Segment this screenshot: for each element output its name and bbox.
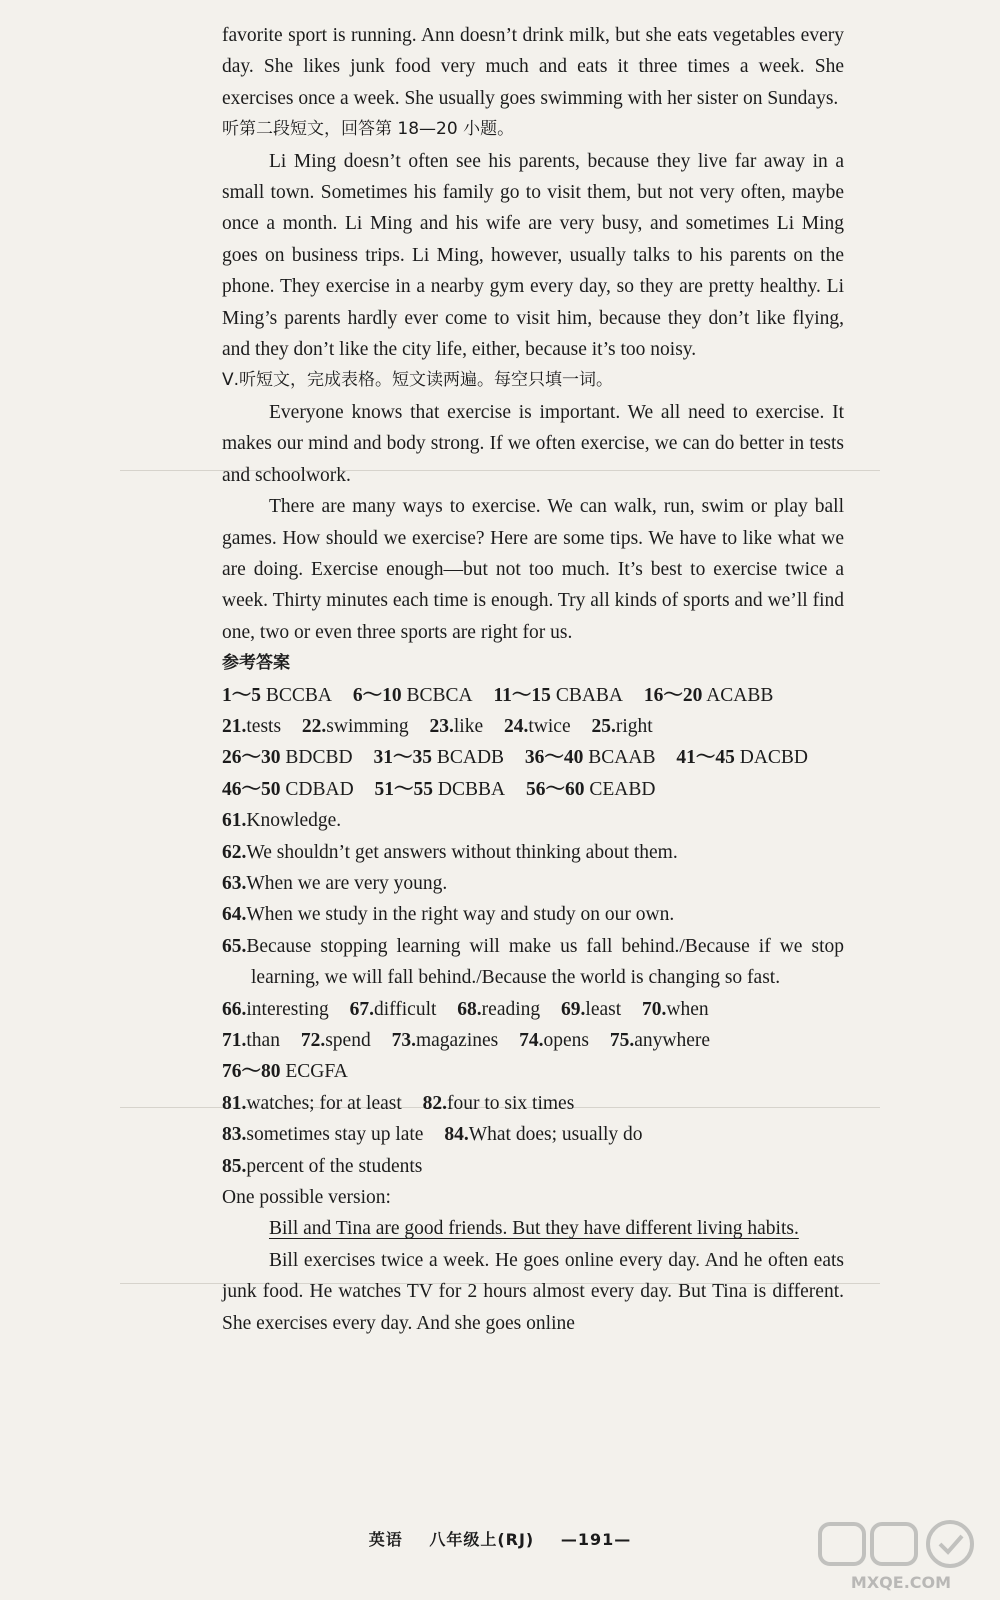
answer-number: 74. <box>519 1030 544 1051</box>
answer-value: tests <box>246 715 282 737</box>
answer-key-heading: 参考答案 <box>222 653 290 674</box>
answer-number: 26～30 <box>222 747 281 769</box>
answer-value: opens <box>543 1030 589 1051</box>
answer-number: 84. <box>444 1124 469 1146</box>
answer-row <box>222 994 844 1025</box>
answer-number: 65. <box>222 935 247 957</box>
answer-value: CDBAD <box>285 778 354 800</box>
answer-62 <box>222 837 844 868</box>
answer-value: than <box>246 1030 280 1051</box>
answer-value: DCBBA <box>437 778 506 800</box>
answer-value: DACBD <box>739 747 809 769</box>
footer-page-number: —191— <box>560 1530 632 1549</box>
answer-value: ECGFA <box>285 1061 348 1083</box>
answer-value: anywhere <box>634 1030 711 1051</box>
answer-number: 46～50 <box>222 778 281 800</box>
answer-value: four to six times <box>447 1092 575 1114</box>
answer-number: 51～55 <box>374 778 434 800</box>
answer-row <box>222 1151 844 1182</box>
answer-number: 67. <box>349 998 374 1020</box>
answer-value: least <box>585 998 622 1020</box>
answer-61 <box>222 805 844 836</box>
answer-number: 66. <box>222 998 247 1020</box>
answer-value: BCADB <box>436 747 505 769</box>
answer-number: 75. <box>609 1030 635 1051</box>
answer-value: BCBCA <box>406 684 473 706</box>
answer-value: Because stopping learning will make us fall behind./Because if we stop learning, we will fall behind./Because the world is changing so fast. <box>246 935 844 989</box>
answer-number: 25. <box>591 715 616 737</box>
answer-number: 24. <box>504 715 529 737</box>
answer-number: 36～40 <box>524 747 584 769</box>
answer-row <box>222 711 844 742</box>
watermark-text: MXQE.COM <box>850 1573 952 1592</box>
essay-topic-sentence: Bill and Tina are good friends. But they have different living habits. <box>269 1218 799 1240</box>
answer-value: difficult <box>373 998 437 1020</box>
answer-value: sometimes stay up late <box>246 1124 424 1146</box>
answer-value: CBABA <box>555 684 623 706</box>
answer-value: percent of the students <box>246 1155 423 1177</box>
answer-number: 23. <box>429 715 454 737</box>
answer-number: 16～20 <box>643 684 703 706</box>
answer-value: BCCBA <box>265 684 332 706</box>
answer-number: 82. <box>422 1092 448 1114</box>
answer-64 <box>222 899 844 930</box>
answer-value: when <box>666 998 709 1020</box>
answer-number: 11～15 <box>493 684 551 706</box>
answer-number: 31～35 <box>373 747 432 769</box>
answer-number: 85. <box>222 1155 247 1177</box>
essay-first-paragraph <box>222 1213 844 1244</box>
answer-value: like <box>453 715 484 737</box>
listening-passage-2: Li Ming doesn’t often see his parents, because they live far away in a small town. Sometimes his family go to visit them, but not very often, maybe once a month. Li Ming and his wife are very busy, and sometimes Li Ming goes on business trips. Li Ming, however, usually talks to his parents on the phone. They exercise in a nearby gym every day, so they are pretty healthy. Li Ming’s parents hardly ever come to visit him, because they don’t like flying, and they don’t like the city life, either, because it’s too noisy. <box>222 150 844 361</box>
answer-number: 69. <box>561 998 586 1020</box>
answer-rows-2 <box>222 994 844 1182</box>
answer-number: 71. <box>222 1030 247 1051</box>
answer-number: 63. <box>222 872 247 894</box>
answer-number: 21. <box>222 715 247 737</box>
answer-number: 73. <box>391 1030 416 1051</box>
answer-number: 41～45 <box>676 747 735 769</box>
answer-row <box>222 742 844 773</box>
answer-63 <box>222 868 844 899</box>
listening-passage-3-p1: Everyone knows that exercise is important. We all need to exercise. It makes our mind and body strong. If we often exercise, we can do better in tests and schoolwork. <box>222 401 844 486</box>
answer-value: swimming <box>326 715 409 737</box>
answer-row <box>222 1025 844 1056</box>
answer-number: 70. <box>642 998 667 1020</box>
answer-value: watches; for at least <box>246 1092 402 1114</box>
answer-value: reading <box>481 998 541 1020</box>
answer-row <box>222 774 844 805</box>
answer-number: 61. <box>222 810 247 832</box>
listening-passage-3-p2: There are many ways to exercise. We can walk, run, swim or play ball games. How should we exercise? Here are some tips. We have to like what we are doing. Exercise enough—but not too much. It’s best to exercise twice a week. Thirty minutes each time is enough. Try all kinds of sports and we’ll find one, two or even three sports are right for us. <box>222 496 844 643</box>
answer-value: twice <box>528 715 571 737</box>
essay-version-label: One possible version: <box>222 1187 391 1209</box>
answer-value: ACABB <box>706 684 774 706</box>
answer-65 <box>222 931 844 994</box>
answer-number: 72. <box>300 1030 326 1051</box>
answer-row <box>222 1056 844 1087</box>
section-heading-part-5: Ⅴ.听短文，完成表格。短文读两遍。每空只填一词。 <box>222 370 614 391</box>
answer-number: 22. <box>301 715 327 737</box>
footer-subject: 英语 <box>368 1530 403 1549</box>
answer-row <box>222 1088 844 1119</box>
answer-number: 1～5 <box>222 684 262 706</box>
essay-second-paragraph: Bill exercises twice a week. He goes online every day. And he often eats junk food. He watches TV for 2 hours almost every day. But Tina is different. She exercises every day. And she goes online <box>222 1249 844 1334</box>
answer-value: We shouldn’t get answers without thinking about them. <box>246 841 678 863</box>
answer-number: 6～10 <box>352 684 402 706</box>
answer-value: When we study in the right way and study on our own. <box>246 904 675 926</box>
answer-number: 83. <box>222 1124 247 1146</box>
watermark-graphic <box>816 1516 986 1572</box>
answer-row <box>222 1119 844 1150</box>
answer-rows-1 <box>222 680 844 806</box>
section-heading-passage-2: 听第二段短文，回答第 18—20 小题。 <box>222 119 515 140</box>
answer-value: BDCBD <box>285 747 353 769</box>
answer-number: 64. <box>222 904 247 926</box>
answer-value: Knowledge. <box>246 810 342 832</box>
watermark-logo <box>816 1516 986 1592</box>
answer-number: 56～60 <box>525 778 585 800</box>
answer-value: CEABD <box>589 778 656 800</box>
answer-number: 81. <box>222 1092 247 1114</box>
answer-value: When we are very young. <box>246 872 448 894</box>
answer-number: 68. <box>457 998 482 1020</box>
answer-number: 76～80 <box>222 1061 281 1083</box>
answer-value: What does; usually do <box>468 1124 643 1146</box>
answer-value: BCAAB <box>588 747 656 769</box>
listening-passage-1-end: favorite sport is running. Ann doesn’t drink milk, but she eats vegetables every day. She likes junk food very much and eats it three times a week. She exercises once a week. She usually goes swimming with her sister on Sundays. <box>222 25 844 109</box>
document-body <box>222 20 844 1339</box>
answer-number: 62. <box>222 841 247 863</box>
answer-value: interesting <box>246 998 329 1020</box>
answer-row <box>222 680 844 711</box>
answer-value: right <box>615 715 653 737</box>
answer-value: magazines <box>415 1030 499 1051</box>
footer-grade: 八年级上(RJ) <box>429 1530 535 1549</box>
answer-value: spend <box>325 1030 371 1051</box>
